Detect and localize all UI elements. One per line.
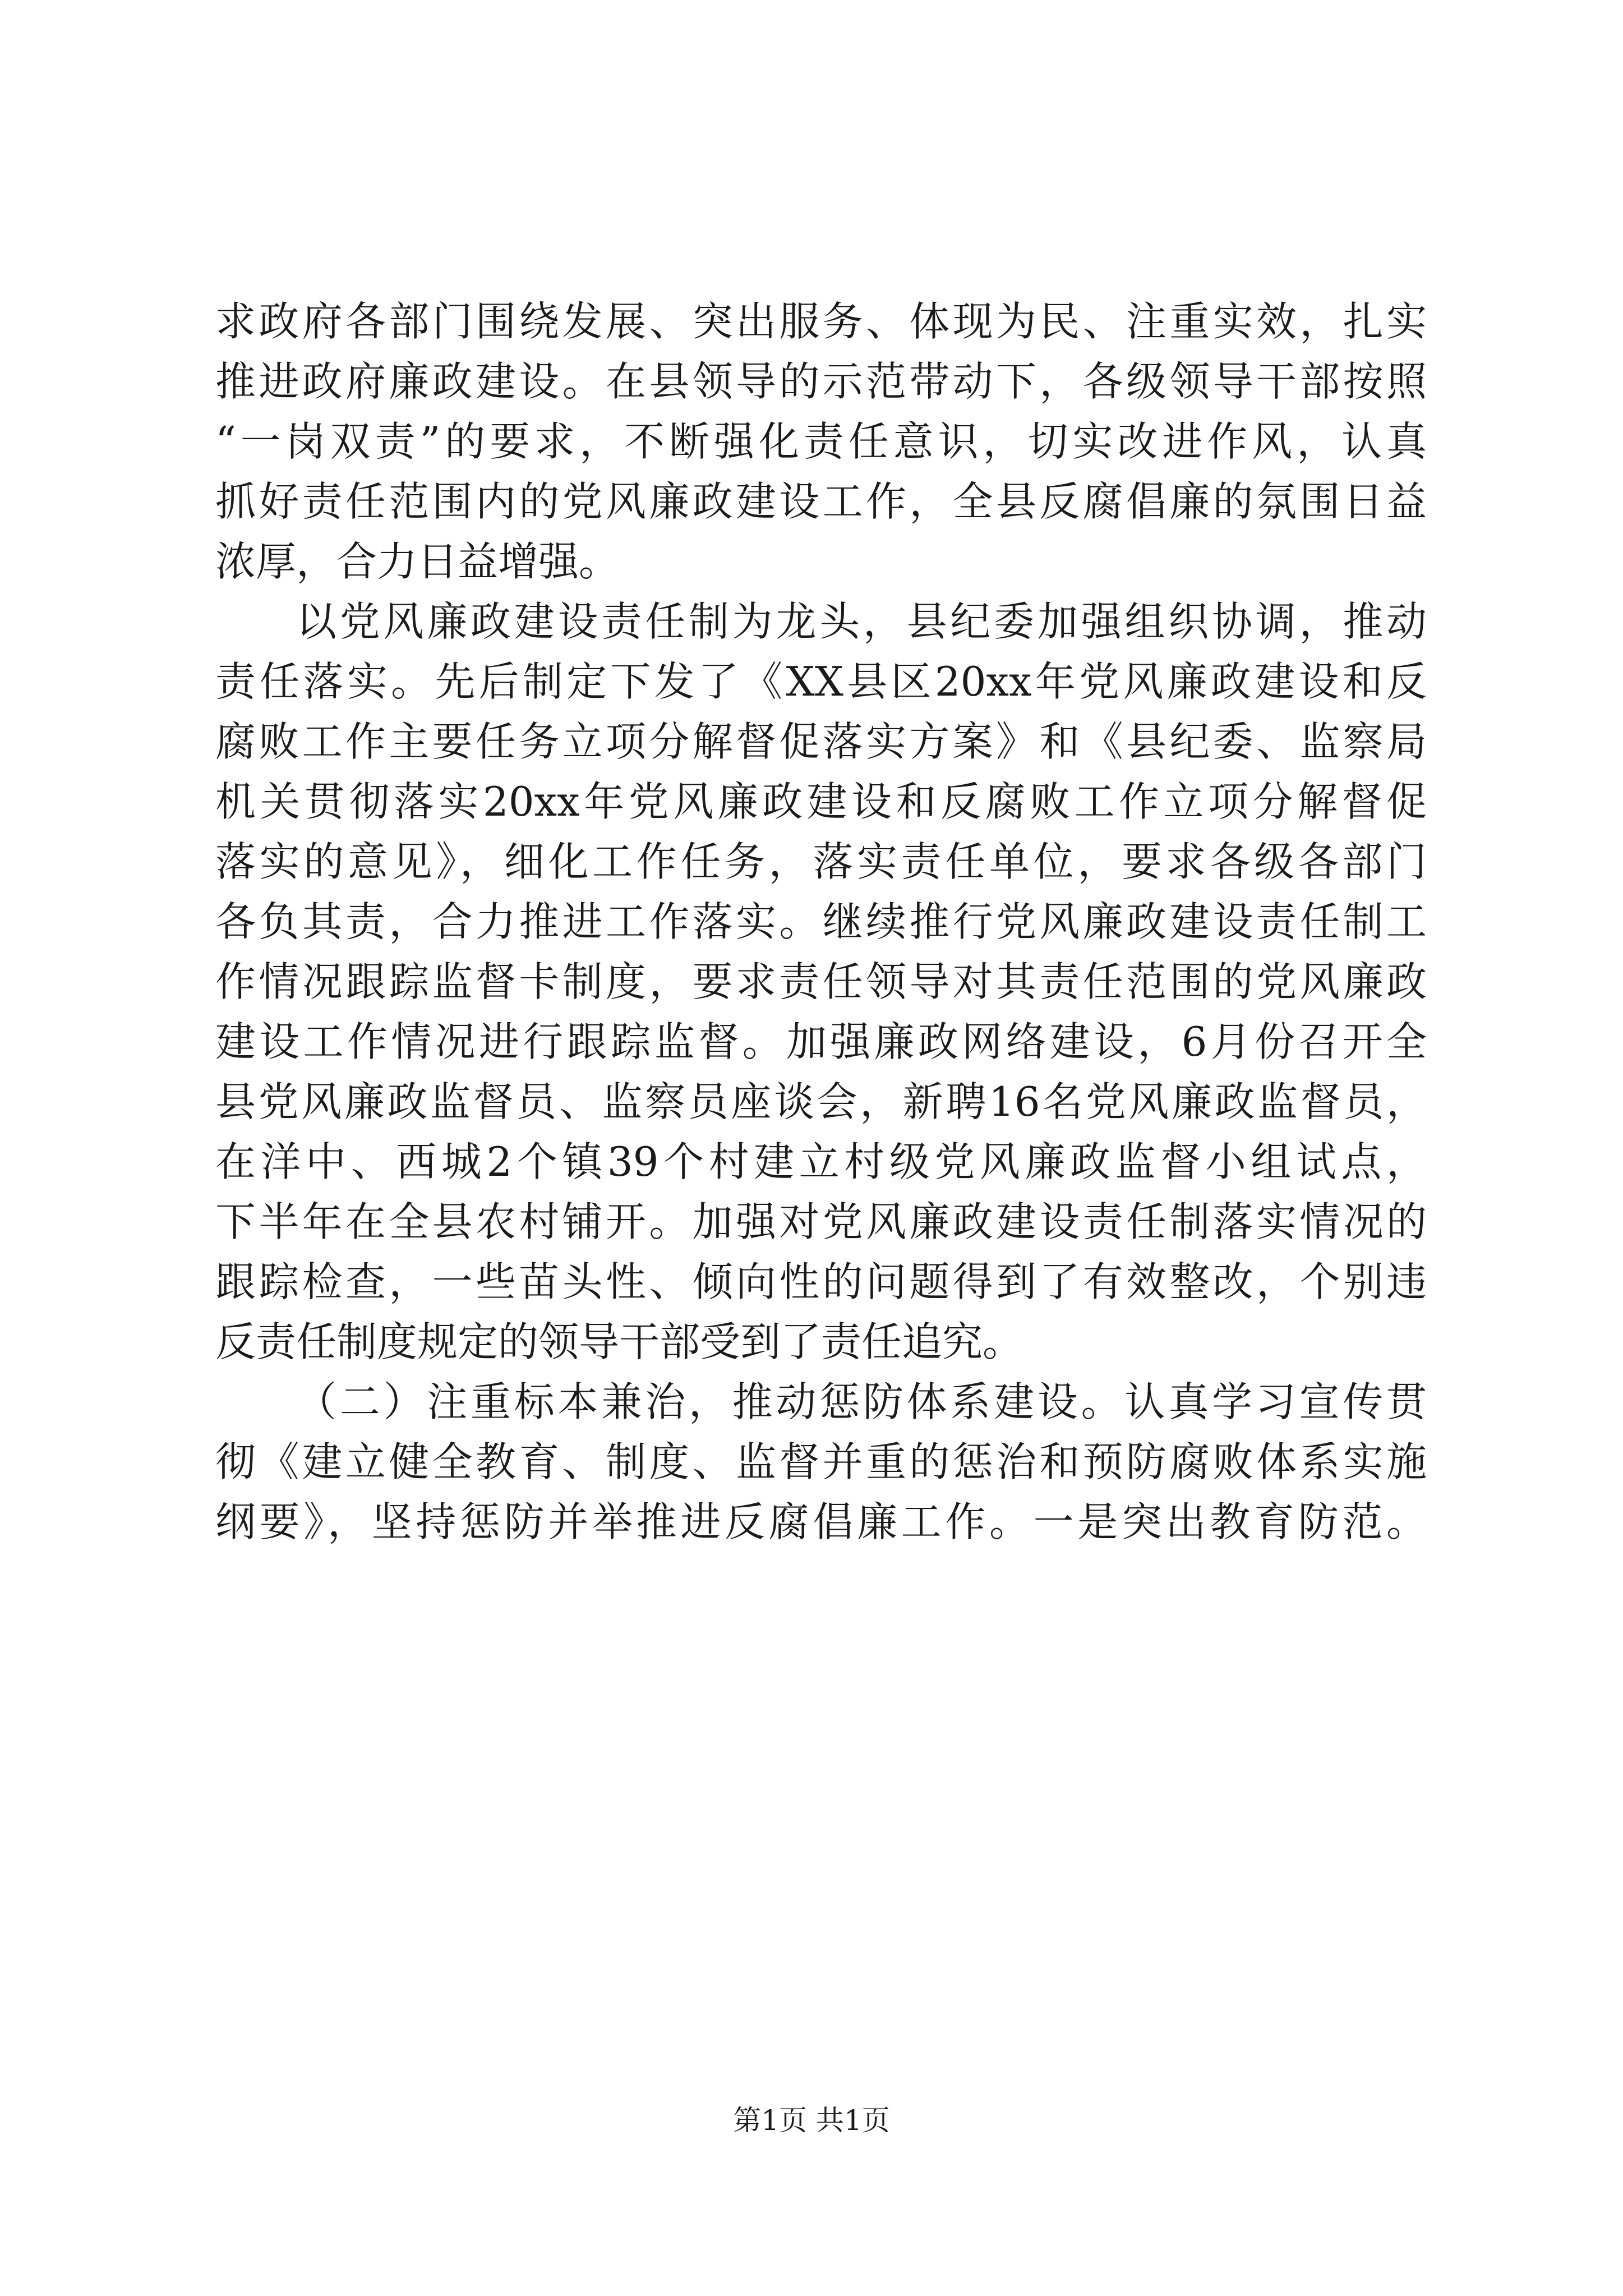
text-line: 各负其责，合力推进工作落实。继续推行党风廉政建设责任制工 [215, 898, 1427, 945]
document-body [215, 292, 1427, 1552]
text-line: 纲要》，坚持惩防并举推进反腐倡廉工作。一是突出教育防范。 [215, 1498, 1427, 1545]
text-line: 反责任制度规定的领导干部受到了责任追究。 [215, 1318, 1023, 1365]
text-line: 腐败工作主要任务立项分解督促落实方案》和《县纪委、监察局 [215, 718, 1427, 765]
text-line: 建设工作情况进行跟踪监督。加强廉政网络建设，6月份召开全 [215, 1018, 1427, 1065]
page-footer: 第1页 共1页 [733, 2104, 890, 2137]
text-line: 浓厚，合力日益增强。 [215, 538, 620, 585]
text-line: 彻《建立健全教育、制度、监督并重的惩治和预防腐败体系实施 [215, 1438, 1427, 1485]
text-line: 责任落实。先后制定下发了《XX县区20xx年党风廉政建设和反 [215, 658, 1427, 705]
text-line: 推进政府廉政建设。在县领导的示范带动下，各级领导干部按照 [215, 358, 1427, 405]
text-line: （二）注重标本兼治，推动惩防体系建设。认真学习宣传贯 [296, 1378, 1427, 1425]
text-line: 跟踪检查，一些苗头性、倾向性的问题得到了有效整改，个别违 [215, 1258, 1427, 1305]
text-line: 作情况跟踪监督卡制度，要求责任领导对其责任范围的党风廉政 [215, 958, 1427, 1005]
text-line: 以党风廉政建设责任制为龙头，县纪委加强组织协调，推动 [296, 598, 1427, 645]
text-line: 下半年在全县农村铺开。加强对党风廉政建设责任制落实情况的 [215, 1198, 1427, 1245]
text-line: 机关贯彻落实20xx年党风廉政建设和反腐败工作立项分解督促 [215, 778, 1427, 825]
text-line: “一岗双责”的要求，不断强化责任意识，切实改进作风，认真 [215, 418, 1427, 465]
text-line: 抓好责任范围内的党风廉政建设工作，全县反腐倡廉的氛围日益 [215, 478, 1427, 525]
text-line: 落实的意见》，细化工作任务，落实责任单位，要求各级各部门 [215, 838, 1427, 885]
text-line: 求政府各部门围绕发展、突出服务、体现为民、注重实效，扎实 [215, 298, 1427, 345]
text-line: 县党风廉政监督员、监察员座谈会，新聘16名党风廉政监督员， [215, 1078, 1427, 1125]
text-line: 在洋中、西城2个镇39个村建立村级党风廉政监督小组试点， [215, 1138, 1427, 1185]
